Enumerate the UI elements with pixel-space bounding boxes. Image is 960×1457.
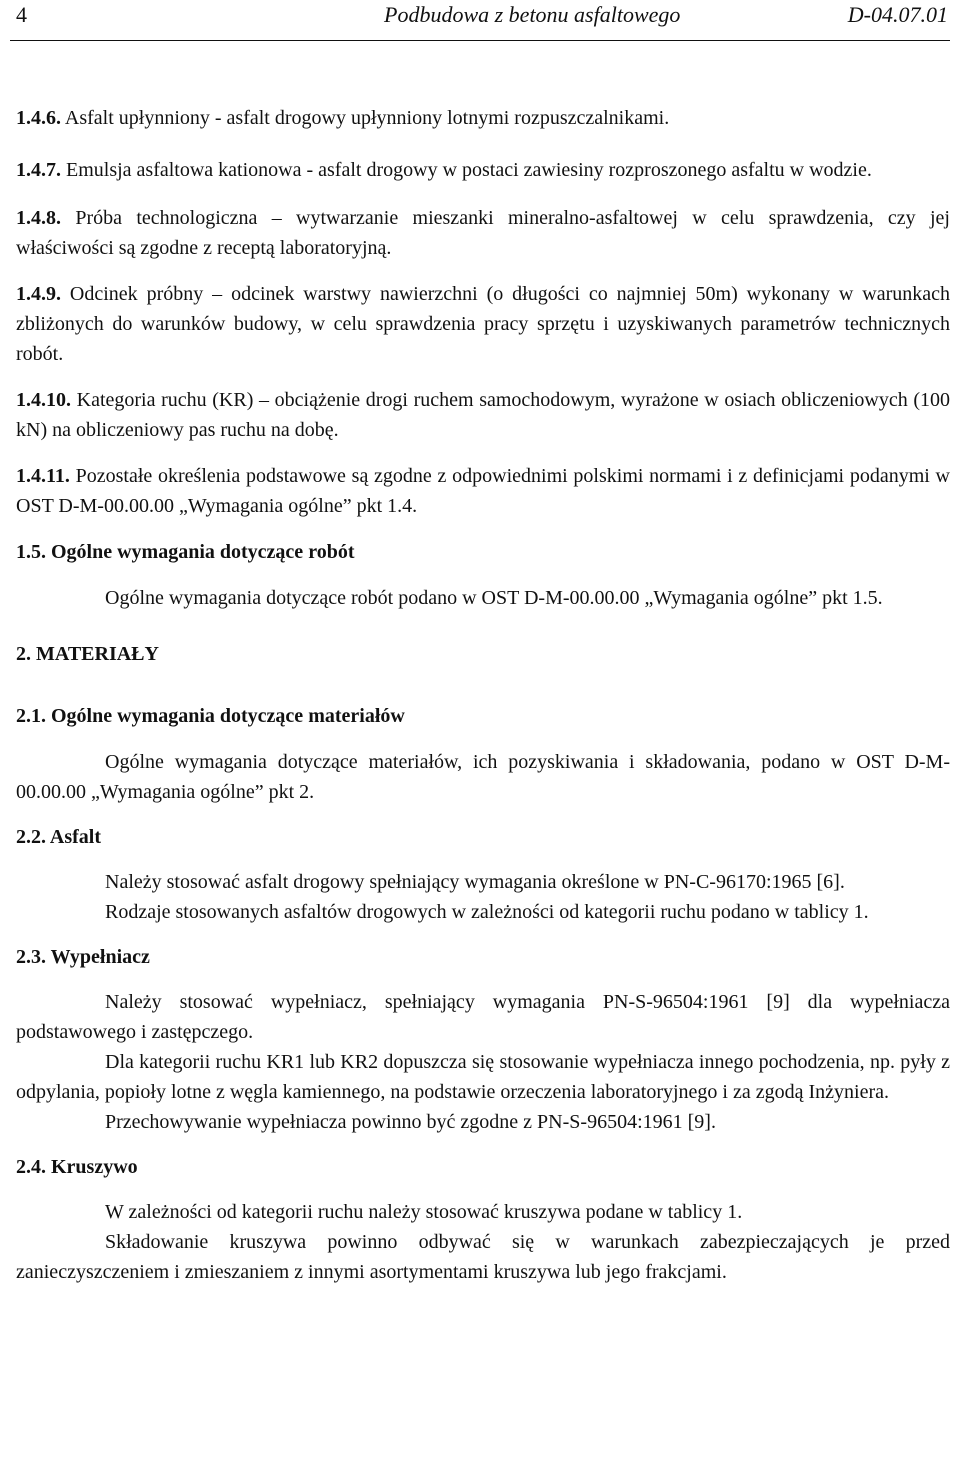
- definition-number: 1.4.9.: [16, 283, 61, 305]
- definition-text: Odcinek próbny – odcinek warstwy nawierzchni (o długości co najmniej 50m) wykonany w warunkach zbliżonych do warunków budowy, w celu sprawdzenia pracy sprzętu i uzyskiwanych parametrów technicznych robót.: [16, 283, 950, 365]
- document-code: D-04.07.01: [847, 2, 948, 27]
- definition-1-4-6: [16, 103, 950, 133]
- page-number: 4: [16, 2, 27, 27]
- page-header: [0, 0, 960, 44]
- definition-text: Emulsja asfaltowa kationowa - asfalt drogowy w postaci zawiesiny rozproszonego asfaltu w wodzie.: [61, 159, 872, 181]
- section-2-4-paragraph: W zależności od kategorii ruchu należy stosować kruszywa podane w tablicy 1.: [105, 1201, 743, 1223]
- definition-number: 1.4.7.: [16, 159, 61, 181]
- section-heading-2-3: 2.3. Wypełniacz: [16, 946, 150, 968]
- section-2-3-paragraph: Dla kategorii ruchu KR1 lub KR2 dopuszcza się stosowanie wypełniacza innego pochodzenia, np. pyły z odpylania, popioły lotne z węgla kamiennego, na podstawie orzeczenia laboratoryjnego i za zgodą Inżyniera.: [16, 1051, 950, 1103]
- definition-1-4-9: [16, 279, 950, 369]
- header-rule: [10, 40, 950, 41]
- section-2-4-paragraph: Składowanie kruszywa powinno odbywać się w warunkach zabezpieczających je przed zanieczyszczeniem i zmieszaniem z innymi asortymentami kruszywa lub jego frakcjami.: [16, 1231, 950, 1283]
- section-2-1-body: Ogólne wymagania dotyczące materiałów, ich pozyskiwania i składowania, podano w OST D-M-00.00.00 „Wymagania ogólne” pkt 2.: [16, 751, 950, 803]
- section-2-3-paragraph: Przechowywanie wypełniacza powinno być zgodne z PN-S-96504:1961 [9].: [105, 1111, 716, 1133]
- definition-number: 1.4.11.: [16, 465, 70, 487]
- page-content: [16, 103, 950, 1287]
- section-heading-2-1: 2.1. Ogólne wymagania dotyczące materiałów: [16, 705, 405, 727]
- section-heading-2-2: 2.2. Asfalt: [16, 826, 101, 848]
- section-2-2-paragraph: Należy stosować asfalt drogowy spełniający wymagania określone w PN-C-96170:1965 [6].: [105, 871, 845, 893]
- definition-text: Pozostałe określenia podstawowe są zgodne z odpowiednimi polskimi normami i z definicjami podanymi w OST D-M-00.00.00 „Wymagania ogólne” pkt 1.4.: [16, 465, 950, 517]
- definition-number: 1.4.8.: [16, 207, 61, 229]
- definition-text: Asfalt upłynniony - asfalt drogowy upłynniony lotnymi rozpuszczalnikami.: [61, 107, 670, 129]
- section-heading-2-4: 2.4. Kruszywo: [16, 1156, 138, 1178]
- definition-1-4-7: [16, 155, 950, 185]
- chapter-heading-materials: 2. MATERIAŁY: [16, 643, 159, 665]
- definition-text: Próba technologiczna – wytwarzanie mieszanki mineralno-asfaltowej w celu sprawdzenia, czy jej właściwości są zgodne z receptą laboratoryjną.: [16, 207, 950, 259]
- section-2-3-paragraph: Należy stosować wypełniacz, spełniający wymagania PN-S-96504:1961 [9] dla wypełniacza podstawowego i zastępczego.: [16, 991, 950, 1043]
- section-2-2-paragraph: Rodzaje stosowanych asfaltów drogowych w zależności od kategorii ruchu podano w tablicy 1.: [105, 901, 869, 923]
- definition-text: Kategoria ruchu (KR) – obciążenie drogi ruchem samochodowym, wyrażone w osiach obliczeniowych (100 kN) na obliczeniowy pas ruchu na dobę.: [16, 389, 950, 441]
- definition-number: 1.4.6.: [16, 107, 61, 129]
- definition-number: 1.4.10.: [16, 389, 71, 411]
- definition-1-4-11: [16, 461, 950, 521]
- document-title: Podbudowa z betonu asfaltowego: [384, 2, 681, 27]
- definition-1-4-8: [16, 203, 950, 263]
- section-heading-1-5: 1.5. Ogólne wymagania dotyczące robót: [16, 541, 355, 563]
- section-1-5-body: Ogólne wymagania dotyczące robót podano w OST D-M-00.00.00 „Wymagania ogólne” pkt 1.5.: [105, 587, 883, 609]
- definition-1-4-10: [16, 385, 950, 445]
